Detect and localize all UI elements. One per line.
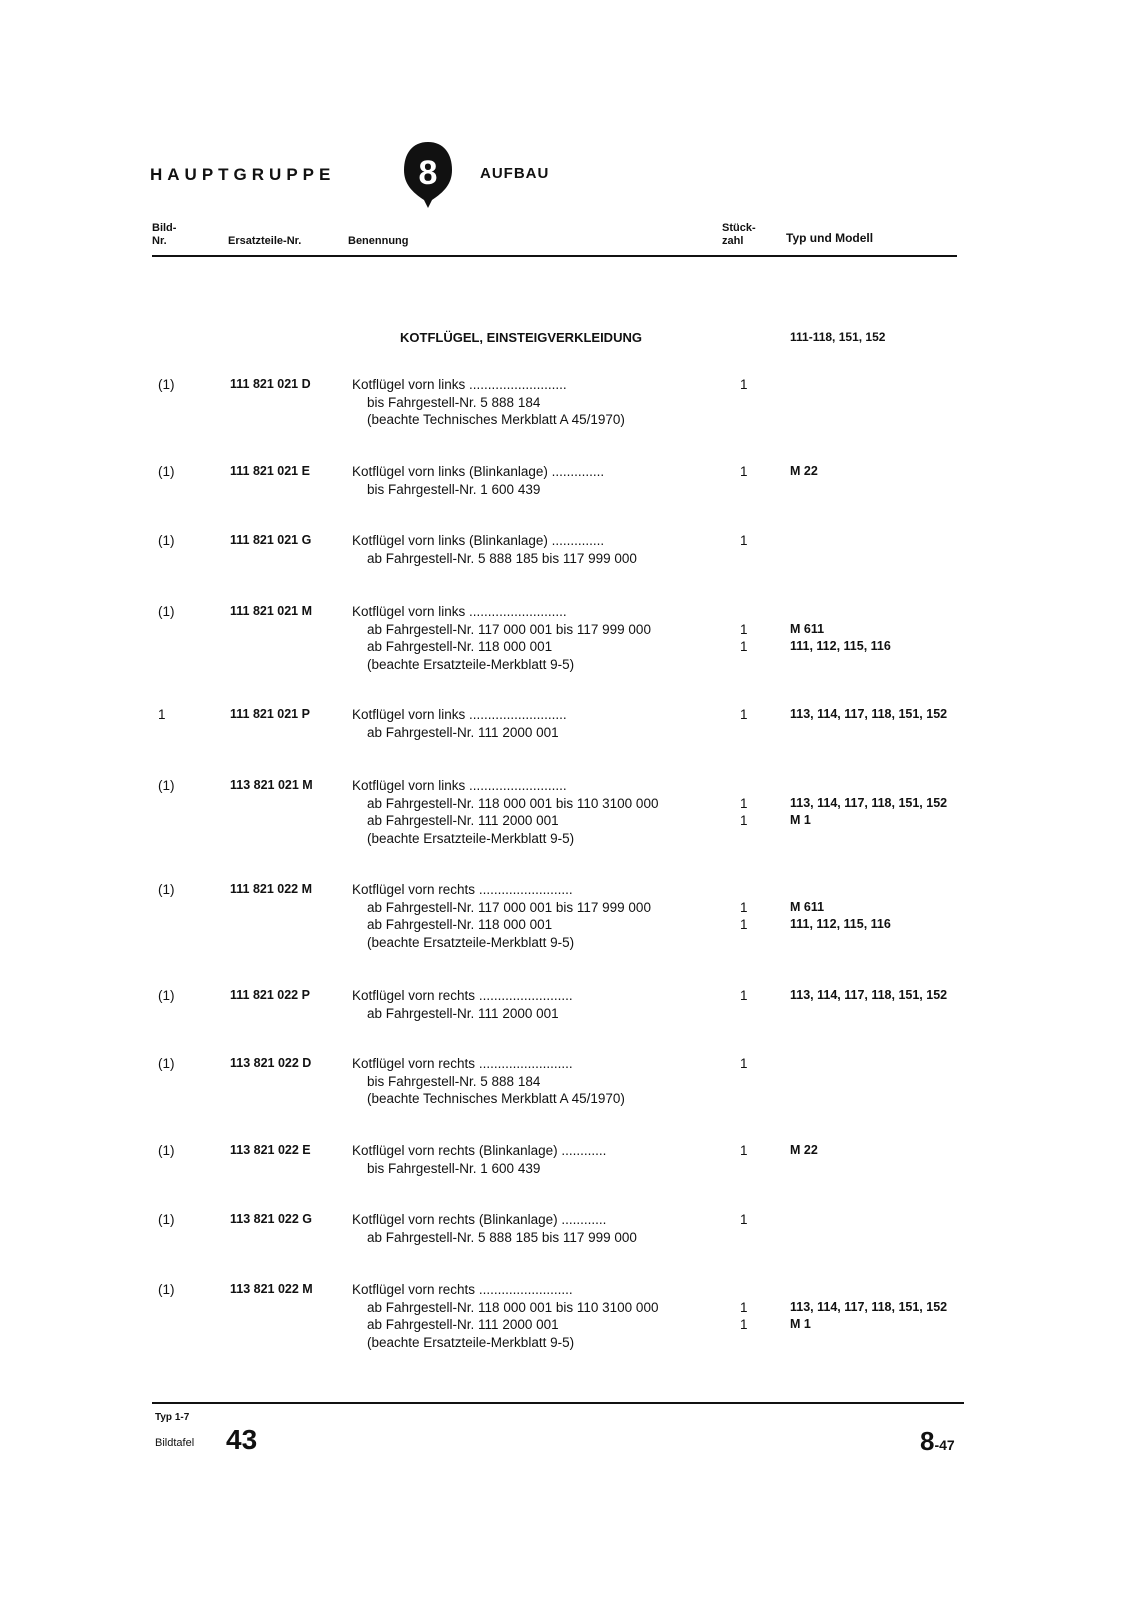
type-model: M 1 [790, 1317, 811, 1331]
footer-bildtafel-label: Bildtafel [155, 1437, 195, 1449]
type-model [790, 532, 793, 550]
type-model-column [790, 1142, 818, 1177]
description-main: Kotflügel vorn rechts ......................... [352, 1282, 573, 1297]
type-model [790, 724, 947, 742]
description-detail: bis Fahrgestell-Nr. 5 888 184 [367, 1073, 541, 1089]
section-title: KOTFLÜGEL, EINSTEIGVERKLEIDUNG [400, 330, 642, 345]
quantity: 1 [740, 1056, 748, 1071]
part-description [352, 777, 712, 847]
part-description [352, 1211, 712, 1246]
type-model: 113, 114, 117, 118, 151, 152 [790, 988, 948, 1002]
type-model-column [790, 777, 947, 847]
group-number: 8 [418, 154, 438, 192]
bild-number: (1) [158, 1056, 175, 1071]
part-number: 111 821 022 M [230, 882, 313, 896]
type-model: M 22 [790, 464, 818, 478]
type-model [790, 1229, 793, 1247]
description-detail: (beachte Technisches Merkblatt A 45/1970) [367, 1091, 625, 1106]
type-model: 113, 114, 117, 118, 151, 152 [790, 1299, 948, 1314]
quantity [740, 830, 754, 848]
quantity [740, 1160, 754, 1178]
col-qty-line1: Stück- [722, 222, 756, 234]
quantity: 1 [740, 639, 748, 654]
bild-number: 1 [158, 707, 166, 722]
description-detail: ab Fahrgestell-Nr. 117 000 001 bis 117 999 000 [367, 621, 651, 637]
part-number: 111 821 021 E [230, 464, 310, 478]
bild-number: (1) [158, 1212, 175, 1227]
quantity [740, 481, 754, 499]
section-type: 111-118, 151, 152 [790, 330, 886, 344]
group-title: AUFBAU [480, 165, 550, 182]
description-detail: (beachte Ersatzteile-Merkblatt 9-5) [367, 830, 575, 846]
part-description [352, 706, 712, 741]
type-model-column [790, 706, 947, 741]
quantity: 1 [740, 988, 748, 1003]
type-model-column [790, 987, 947, 1022]
part-description [352, 603, 712, 673]
quantity-column [740, 881, 754, 951]
type-model [790, 481, 818, 499]
part-description [352, 1142, 712, 1177]
part-number: 113 821 021 M [230, 778, 313, 792]
type-model: M 611 [790, 621, 825, 636]
part-number: 113 821 022 E [230, 1143, 311, 1157]
description-detail: ab Fahrgestell-Nr. 118 000 001 bis 110 3100 000 [367, 795, 659, 811]
col-bild [152, 222, 176, 248]
part-description [352, 1055, 712, 1108]
group-number-badge [400, 140, 456, 210]
description-detail: ab Fahrgestell-Nr. 111 2000 001 [367, 724, 559, 740]
quantity: 1 [740, 813, 748, 828]
part-description [352, 987, 712, 1022]
type-model [790, 411, 793, 429]
col-qty [722, 222, 756, 248]
description-detail: ab Fahrgestell-Nr. 117 000 001 bis 117 999 000 [367, 899, 651, 915]
type-model [790, 656, 891, 674]
page-main: 8 [920, 1426, 935, 1456]
type-model [790, 550, 793, 568]
type-model [790, 881, 891, 899]
footer-typ: Typ 1-7 [155, 1412, 190, 1423]
type-model [790, 777, 947, 795]
quantity [740, 724, 754, 742]
bild-number: (1) [158, 778, 175, 793]
bild-number: (1) [158, 464, 175, 479]
type-model [790, 376, 793, 394]
quantity: 1 [740, 621, 748, 637]
quantity [740, 603, 754, 621]
type-model-column [790, 881, 891, 951]
description-detail: ab Fahrgestell-Nr. 111 2000 001 [367, 1005, 559, 1021]
description-main: Kotflügel vorn links .......................... [352, 778, 567, 793]
description-main: Kotflügel vorn links .......................... [352, 377, 567, 392]
part-number: 111 821 021 P [230, 707, 310, 721]
quantity [740, 1005, 754, 1023]
type-model [790, 603, 891, 621]
bild-number: (1) [158, 533, 175, 548]
type-model [790, 394, 793, 412]
col-bild-line2: Nr. [152, 235, 167, 247]
description-main: Kotflügel vorn links .......................... [352, 707, 567, 722]
bild-number: (1) [158, 988, 175, 1003]
col-type: Typ und Modell [786, 231, 874, 245]
quantity: 1 [740, 533, 748, 548]
quantity-column [740, 1055, 754, 1108]
description-detail: ab Fahrgestell-Nr. 5 888 185 bis 117 999 000 [367, 1229, 637, 1245]
type-model-column [790, 603, 891, 673]
part-number: 111 821 021 D [230, 377, 311, 391]
quantity: 1 [740, 707, 748, 722]
part-number: 111 821 021 M [230, 604, 313, 618]
description-main: Kotflügel vorn links .......................... [352, 604, 567, 619]
type-model: M 611 [790, 899, 825, 914]
quantity [740, 1090, 754, 1108]
header-rule [152, 255, 957, 257]
type-model [790, 1073, 793, 1091]
quantity [740, 934, 754, 952]
type-model: M 1 [790, 813, 811, 827]
group-label: HAUPTGRUPPE [150, 165, 336, 184]
description-detail: (beachte Ersatzteile-Merkblatt 9-5) [367, 1334, 575, 1350]
quantity: 1 [740, 899, 748, 915]
type-model: 113, 114, 117, 118, 151, 152 [790, 707, 948, 721]
description-detail: bis Fahrgestell-Nr. 1 600 439 [367, 481, 541, 497]
bild-number: (1) [158, 882, 175, 897]
quantity: 1 [740, 917, 748, 932]
col-name: Benennung [348, 235, 409, 247]
footer-bildtafel-number: 43 [226, 1424, 258, 1455]
quantity-column [740, 463, 754, 498]
col-bild-line1: Bild- [152, 222, 177, 234]
col-qty-line2: zahl [722, 235, 744, 247]
type-model [790, 1334, 947, 1352]
description-detail: ab Fahrgestell-Nr. 118 000 001 [367, 917, 553, 932]
description-detail: ab Fahrgestell-Nr. 5 888 185 bis 117 999 000 [367, 550, 637, 566]
type-model [790, 1160, 818, 1178]
quantity [740, 777, 754, 795]
part-description [352, 881, 712, 951]
description-detail: (beachte Ersatzteile-Merkblatt 9-5) [367, 656, 575, 672]
quantity [740, 656, 754, 674]
footer-page-number [920, 1426, 955, 1457]
quantity [740, 881, 754, 899]
part-description [352, 532, 712, 567]
part-number: 113 821 022 D [230, 1056, 312, 1070]
type-model [790, 1005, 947, 1023]
part-number: 113 821 022 M [230, 1282, 313, 1296]
footer-rule [152, 1402, 964, 1404]
description-detail: ab Fahrgestell-Nr. 118 000 001 [367, 639, 553, 654]
quantity [740, 1334, 754, 1352]
type-model [790, 934, 891, 952]
quantity-column [740, 1142, 754, 1177]
part-number: 111 821 022 P [230, 988, 310, 1002]
bild-number: (1) [158, 1143, 175, 1158]
description-main: Kotflügel vorn rechts ......................... [352, 882, 573, 897]
quantity [740, 411, 754, 429]
description-detail: ab Fahrgestell-Nr. 111 2000 001 [367, 813, 559, 828]
description-main: Kotflügel vorn rechts (Blinkanlage) ............ [352, 1143, 607, 1158]
description-main: Kotflügel vorn rechts ......................... [352, 1056, 573, 1071]
type-model: 111, 112, 115, 116 [790, 917, 891, 931]
page-sub: -47 [934, 1437, 955, 1453]
quantity [740, 1229, 754, 1247]
quantity: 1 [740, 1212, 748, 1227]
quantity [740, 394, 754, 412]
description-detail: ab Fahrgestell-Nr. 118 000 001 bis 110 3100 000 [367, 1299, 659, 1315]
quantity: 1 [740, 377, 748, 392]
type-model-column [790, 1211, 793, 1246]
group-badge-shape [400, 140, 456, 210]
quantity: 1 [740, 795, 748, 811]
type-model [790, 1090, 793, 1108]
quantity [740, 1281, 754, 1299]
quantity: 1 [740, 1143, 748, 1158]
quantity-column [740, 777, 754, 847]
type-model: M 22 [790, 1143, 818, 1157]
page-header [150, 140, 990, 210]
bild-number: (1) [158, 1282, 175, 1297]
quantity-column [740, 532, 754, 567]
bild-number: (1) [158, 377, 175, 392]
quantity [740, 1073, 754, 1091]
quantity: 1 [740, 1299, 748, 1315]
quantity-column [740, 603, 754, 673]
quantity-column [740, 376, 754, 429]
quantity [740, 550, 754, 568]
description-detail: (beachte Technisches Merkblatt A 45/1970) [367, 412, 625, 427]
quantity-column [740, 987, 754, 1022]
type-model-column [790, 376, 793, 429]
part-description [352, 376, 712, 429]
bild-number: (1) [158, 604, 175, 619]
type-model [790, 1211, 793, 1229]
description-main: Kotflügel vorn links (Blinkanlage) .............. [352, 533, 605, 548]
description-detail: bis Fahrgestell-Nr. 1 600 439 [367, 1160, 541, 1176]
description-main: Kotflügel vorn rechts ......................... [352, 988, 573, 1003]
part-number: 113 821 022 G [230, 1212, 313, 1226]
description-main: Kotflügel vorn links (Blinkanlage) .............. [352, 464, 605, 479]
col-part: Ersatzteile-Nr. [228, 235, 302, 247]
type-model-column [790, 532, 793, 567]
type-model: 113, 114, 117, 118, 151, 152 [790, 795, 948, 810]
type-model [790, 830, 947, 848]
quantity: 1 [740, 1317, 748, 1332]
quantity-column [740, 1211, 754, 1246]
type-model-column [790, 1281, 947, 1351]
description-detail: ab Fahrgestell-Nr. 111 2000 001 [367, 1317, 559, 1332]
part-number: 111 821 021 G [230, 533, 312, 547]
type-model-column [790, 1055, 793, 1108]
type-model [790, 1281, 947, 1299]
description-detail: bis Fahrgestell-Nr. 5 888 184 [367, 394, 541, 410]
part-description [352, 463, 712, 498]
description-main: Kotflügel vorn rechts (Blinkanlage) ............ [352, 1212, 607, 1227]
quantity: 1 [740, 464, 748, 479]
type-model [790, 1055, 793, 1073]
quantity-column [740, 1281, 754, 1351]
quantity-column [740, 706, 754, 741]
type-model: 111, 112, 115, 116 [790, 639, 891, 653]
description-detail: (beachte Ersatzteile-Merkblatt 9-5) [367, 934, 575, 950]
type-model-column [790, 463, 818, 498]
part-description [352, 1281, 712, 1351]
